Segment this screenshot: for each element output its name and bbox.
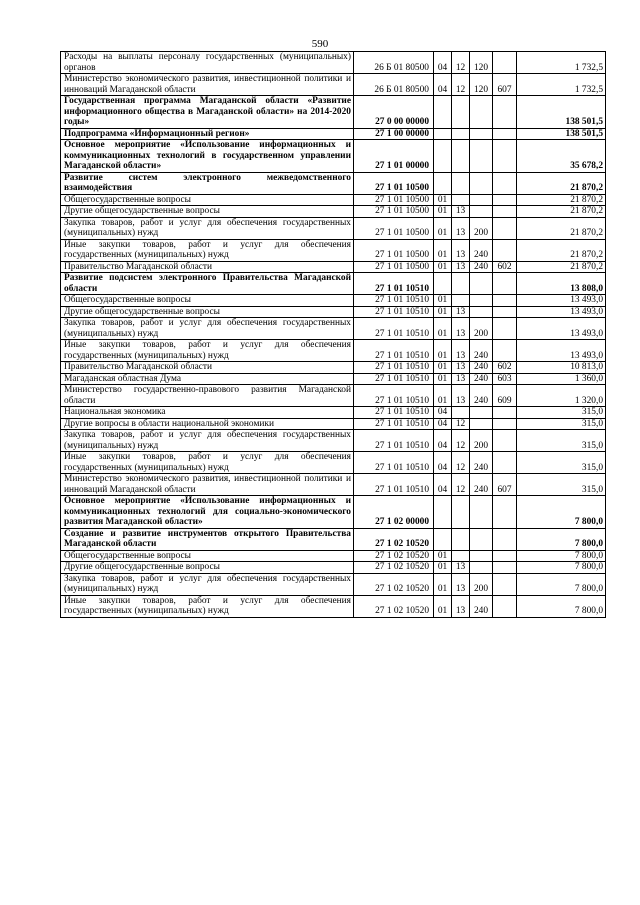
section-code-cell: 04: [434, 452, 452, 474]
section-code-cell: [434, 96, 452, 129]
table-row: [61, 128, 606, 140]
section-code-cell: 01: [434, 295, 452, 307]
amount-cell: 138 501,5: [517, 128, 606, 140]
subsection-code-cell: 12: [452, 52, 470, 74]
page-number: 590: [311, 38, 329, 50]
target-code-cell: 27 0 00 00000: [354, 96, 434, 129]
table-row: [61, 295, 606, 307]
expense-type-code-cell: [470, 172, 493, 194]
section-code-cell: 01: [434, 573, 452, 595]
department-code-cell: [493, 528, 517, 550]
target-code-cell: 27 1 01 10510: [354, 273, 434, 295]
amount-cell: 138 501,5: [517, 96, 606, 129]
section-code-cell: 01: [434, 385, 452, 407]
item-name-cell: Другие общегосударственные вопросы: [61, 306, 354, 318]
expense-type-code-cell: [470, 562, 493, 574]
department-code-cell: [493, 496, 517, 529]
department-code-cell: [493, 550, 517, 562]
amount-cell: 1 732,5: [517, 52, 606, 74]
item-name-cell: Иные закупки товаров, работ и услуг для обеспечения государственных (муниципальных) нужд: [61, 239, 354, 261]
item-name-cell: Расходы на выплаты персоналу государственных (муниципальных) органов: [61, 52, 354, 74]
section-code-cell: 01: [434, 306, 452, 318]
target-code-cell: 27 1 01 10510: [354, 306, 434, 318]
subsection-code-cell: 13: [452, 306, 470, 318]
subsection-code-cell: 13: [452, 340, 470, 362]
expense-type-code-cell: [470, 128, 493, 140]
subsection-code-cell: [452, 496, 470, 529]
target-code-cell: 27 1 01 10500: [354, 217, 434, 239]
expense-type-code-cell: [470, 96, 493, 129]
expense-type-code-cell: 120: [470, 52, 493, 74]
expense-type-code-cell: [470, 295, 493, 307]
section-code-cell: 04: [434, 74, 452, 96]
target-code-cell: 27 1 01 10510: [354, 418, 434, 430]
expense-type-code-cell: [470, 550, 493, 562]
department-code-cell: [493, 318, 517, 340]
department-code-cell: 607: [493, 474, 517, 496]
item-name-cell: Министерство экономического развития, инвестиционной политики и инноваций Магаданской области: [61, 74, 354, 96]
table-row: [61, 595, 606, 617]
section-code-cell: 01: [434, 194, 452, 206]
target-code-cell: 27 1 01 10510: [354, 430, 434, 452]
item-name-cell: Государственная программа Магаданской области «Развитие информационного общества в Магаданской области» на 2014-2020 годы»: [61, 96, 354, 129]
target-code-cell: 27 1 02 00000: [354, 496, 434, 529]
amount-cell: 13 493,0: [517, 318, 606, 340]
expense-type-code-cell: [470, 273, 493, 295]
section-code-cell: 04: [434, 407, 452, 419]
subsection-code-cell: [452, 140, 470, 173]
item-name-cell: Подпрограмма «Информационный регион»: [61, 128, 354, 140]
expense-type-code-cell: [470, 496, 493, 529]
expense-type-code-cell: [470, 194, 493, 206]
table-row: [61, 362, 606, 374]
subsection-code-cell: 13: [452, 318, 470, 340]
section-code-cell: 04: [434, 474, 452, 496]
subsection-code-cell: 12: [452, 74, 470, 96]
item-name-cell: Правительство Магаданской области: [61, 261, 354, 273]
section-code-cell: [434, 172, 452, 194]
department-code-cell: [493, 172, 517, 194]
expense-type-code-cell: 240: [470, 474, 493, 496]
item-name-cell: Другие общегосударственные вопросы: [61, 562, 354, 574]
item-name-cell: Закупка товаров, работ и услуг для обеспечения государственных (муниципальных) нужд: [61, 573, 354, 595]
department-code-cell: [493, 407, 517, 419]
expense-type-code-cell: 240: [470, 595, 493, 617]
subsection-code-cell: 13: [452, 362, 470, 374]
amount-cell: 21 870,2: [517, 239, 606, 261]
department-code-cell: [493, 452, 517, 474]
table-row: [61, 340, 606, 362]
subsection-code-cell: [452, 194, 470, 206]
section-code-cell: 01: [434, 595, 452, 617]
section-code-cell: [434, 496, 452, 529]
subsection-code-cell: [452, 96, 470, 129]
expense-type-code-cell: 200: [470, 318, 493, 340]
amount-cell: 13 808,0: [517, 273, 606, 295]
section-code-cell: 04: [434, 52, 452, 74]
subsection-code-cell: 12: [452, 418, 470, 430]
expense-type-code-cell: 200: [470, 217, 493, 239]
item-name-cell: Развитие систем электронного межведомственного взаимодействия: [61, 172, 354, 194]
item-name-cell: Общегосударственные вопросы: [61, 295, 354, 307]
section-code-cell: 04: [434, 418, 452, 430]
item-name-cell: Основное мероприятие «Использование информационных и коммуникационных технологий для социально-экономического развития Магаданской области»: [61, 496, 354, 529]
amount-cell: 7 800,0: [517, 496, 606, 529]
table-row: [61, 217, 606, 239]
item-name-cell: Министерство государственно-правового развития Магаданской области: [61, 385, 354, 407]
expense-type-code-cell: 240: [470, 373, 493, 385]
item-name-cell: Общегосударственные вопросы: [61, 550, 354, 562]
department-code-cell: [493, 52, 517, 74]
table-row: [61, 52, 606, 74]
item-name-cell: Иные закупки товаров, работ и услуг для обеспечения государственных (муниципальных) нужд: [61, 340, 354, 362]
department-code-cell: [493, 140, 517, 173]
amount-cell: 13 493,0: [517, 306, 606, 318]
item-name-cell: Закупка товаров, работ и услуг для обеспечения государственных (муниципальных) нужд: [61, 217, 354, 239]
target-code-cell: 27 1 01 10510: [354, 452, 434, 474]
expense-type-code-cell: 240: [470, 340, 493, 362]
expense-type-code-cell: [470, 418, 493, 430]
expense-type-code-cell: [470, 528, 493, 550]
item-name-cell: Основное мероприятие «Использование информационных и коммуникационных технологий в государственном управлении Магаданской области»: [61, 140, 354, 173]
expense-type-code-cell: [470, 140, 493, 173]
table-row: [61, 385, 606, 407]
amount-cell: 7 800,0: [517, 595, 606, 617]
subsection-code-cell: [452, 128, 470, 140]
table-row: [61, 273, 606, 295]
subsection-code-cell: [452, 172, 470, 194]
table-row: [61, 140, 606, 173]
amount-cell: 10 813,0: [517, 362, 606, 374]
section-code-cell: 01: [434, 318, 452, 340]
section-code-cell: 01: [434, 373, 452, 385]
section-code-cell: 01: [434, 340, 452, 362]
subsection-code-cell: 13: [452, 562, 470, 574]
target-code-cell: 27 1 01 10500: [354, 261, 434, 273]
target-code-cell: 27 1 02 10520: [354, 528, 434, 550]
amount-cell: 7 800,0: [517, 562, 606, 574]
expense-type-code-cell: [470, 407, 493, 419]
target-code-cell: 27 1 02 10520: [354, 573, 434, 595]
amount-cell: 21 870,2: [517, 261, 606, 273]
target-code-cell: 27 1 00 00000: [354, 128, 434, 140]
amount-cell: 13 493,0: [517, 295, 606, 307]
subsection-code-cell: 13: [452, 595, 470, 617]
budget-table: [60, 51, 606, 618]
table-row: [61, 528, 606, 550]
item-name-cell: Развитие подсистем электронного Правительства Магаданской области: [61, 273, 354, 295]
department-code-cell: [493, 340, 517, 362]
department-code-cell: [493, 418, 517, 430]
table-row: [61, 562, 606, 574]
table-row: [61, 74, 606, 96]
item-name-cell: Иные закупки товаров, работ и услуг для обеспечения государственных (муниципальных) нужд: [61, 595, 354, 617]
item-name-cell: Национальная экономика: [61, 407, 354, 419]
item-name-cell: Иные закупки товаров, работ и услуг для обеспечения государственных (муниципальных) нужд: [61, 452, 354, 474]
section-code-cell: 01: [434, 239, 452, 261]
table-row: [61, 550, 606, 562]
target-code-cell: 27 1 01 10510: [354, 385, 434, 407]
expense-type-code-cell: [470, 306, 493, 318]
amount-cell: 7 800,0: [517, 573, 606, 595]
target-code-cell: 26 Б 01 80500: [354, 74, 434, 96]
table-row: [61, 407, 606, 419]
department-code-cell: [493, 562, 517, 574]
table-row: [61, 474, 606, 496]
item-name-cell: Закупка товаров, работ и услуг для обеспечения государственных (муниципальных) нужд: [61, 430, 354, 452]
subsection-code-cell: 12: [452, 430, 470, 452]
amount-cell: 315,0: [517, 430, 606, 452]
item-name-cell: Министерство экономического развития, инвестиционной политики и инноваций Магаданской области: [61, 474, 354, 496]
expense-type-code-cell: [470, 206, 493, 218]
subsection-code-cell: 13: [452, 217, 470, 239]
table-row: [61, 573, 606, 595]
target-code-cell: 27 1 01 10510: [354, 295, 434, 307]
target-code-cell: 27 1 01 10510: [354, 340, 434, 362]
target-code-cell: 27 1 01 00000: [354, 140, 434, 173]
amount-cell: 7 800,0: [517, 550, 606, 562]
expense-type-code-cell: 120: [470, 74, 493, 96]
section-code-cell: 01: [434, 217, 452, 239]
subsection-code-cell: [452, 550, 470, 562]
expense-type-code-cell: 200: [470, 573, 493, 595]
item-name-cell: Общегосударственные вопросы: [61, 194, 354, 206]
item-name-cell: Другие вопросы в области национальной экономики: [61, 418, 354, 430]
section-code-cell: 04: [434, 430, 452, 452]
department-code-cell: [493, 306, 517, 318]
department-code-cell: [493, 128, 517, 140]
table-row: [61, 496, 606, 529]
table-row: [61, 418, 606, 430]
item-name-cell: Магаданская областная Дума: [61, 373, 354, 385]
item-name-cell: Правительство Магаданской области: [61, 362, 354, 374]
amount-cell: 315,0: [517, 418, 606, 430]
section-code-cell: 01: [434, 550, 452, 562]
amount-cell: 315,0: [517, 452, 606, 474]
amount-cell: 21 870,2: [517, 206, 606, 218]
target-code-cell: 27 1 01 10500: [354, 194, 434, 206]
department-code-cell: [493, 96, 517, 129]
subsection-code-cell: 13: [452, 261, 470, 273]
subsection-code-cell: 12: [452, 474, 470, 496]
amount-cell: 21 870,2: [517, 172, 606, 194]
amount-cell: 315,0: [517, 407, 606, 419]
subsection-code-cell: 13: [452, 206, 470, 218]
subsection-code-cell: 12: [452, 452, 470, 474]
table-row: [61, 239, 606, 261]
expense-type-code-cell: 240: [470, 239, 493, 261]
item-name-cell: Закупка товаров, работ и услуг для обеспечения государственных (муниципальных) нужд: [61, 318, 354, 340]
target-code-cell: 27 1 01 10510: [354, 474, 434, 496]
section-code-cell: 01: [434, 362, 452, 374]
subsection-code-cell: 13: [452, 573, 470, 595]
budget-table-body: [61, 52, 606, 618]
table-row: [61, 452, 606, 474]
target-code-cell: 27 1 01 10510: [354, 407, 434, 419]
department-code-cell: 602: [493, 261, 517, 273]
item-name-cell: Другие общегосударственные вопросы: [61, 206, 354, 218]
table-row: [61, 261, 606, 273]
section-code-cell: [434, 273, 452, 295]
table-row: [61, 318, 606, 340]
amount-cell: 1 732,5: [517, 74, 606, 96]
amount-cell: 1 320,0: [517, 385, 606, 407]
target-code-cell: 27 1 02 10520: [354, 550, 434, 562]
department-code-cell: 609: [493, 385, 517, 407]
table-row: [61, 430, 606, 452]
department-code-cell: [493, 295, 517, 307]
amount-cell: 1 360,0: [517, 373, 606, 385]
target-code-cell: 27 1 01 10500: [354, 172, 434, 194]
expense-type-code-cell: 240: [470, 362, 493, 374]
amount-cell: 21 870,2: [517, 194, 606, 206]
table-row: [61, 172, 606, 194]
table-row: [61, 206, 606, 218]
department-code-cell: [493, 273, 517, 295]
section-code-cell: 01: [434, 562, 452, 574]
section-code-cell: 01: [434, 261, 452, 273]
item-name-cell: Создание и развитие инструментов открытого Правительства Магаданской области: [61, 528, 354, 550]
target-code-cell: 27 1 01 10510: [354, 362, 434, 374]
expense-type-code-cell: 200: [470, 430, 493, 452]
department-code-cell: [493, 206, 517, 218]
department-code-cell: 603: [493, 373, 517, 385]
table-row: [61, 194, 606, 206]
department-code-cell: [493, 239, 517, 261]
department-code-cell: [493, 430, 517, 452]
subsection-code-cell: 13: [452, 385, 470, 407]
department-code-cell: [493, 217, 517, 239]
expense-type-code-cell: 240: [470, 261, 493, 273]
amount-cell: 315,0: [517, 474, 606, 496]
target-code-cell: 26 Б 01 80500: [354, 52, 434, 74]
department-code-cell: [493, 194, 517, 206]
section-code-cell: [434, 528, 452, 550]
section-code-cell: [434, 128, 452, 140]
subsection-code-cell: [452, 273, 470, 295]
target-code-cell: 27 1 01 10510: [354, 373, 434, 385]
expense-type-code-cell: 240: [470, 385, 493, 407]
table-row: [61, 373, 606, 385]
subsection-code-cell: 13: [452, 239, 470, 261]
table-row: [61, 306, 606, 318]
amount-cell: 7 800,0: [517, 528, 606, 550]
subsection-code-cell: [452, 528, 470, 550]
section-code-cell: 01: [434, 206, 452, 218]
department-code-cell: 607: [493, 74, 517, 96]
amount-cell: 13 493,0: [517, 340, 606, 362]
target-code-cell: 27 1 02 10520: [354, 595, 434, 617]
subsection-code-cell: [452, 407, 470, 419]
expense-type-code-cell: 240: [470, 452, 493, 474]
target-code-cell: 27 1 01 10510: [354, 318, 434, 340]
target-code-cell: 27 1 02 10520: [354, 562, 434, 574]
department-code-cell: 602: [493, 362, 517, 374]
amount-cell: 21 870,2: [517, 217, 606, 239]
department-code-cell: [493, 573, 517, 595]
table-row: [61, 96, 606, 129]
section-code-cell: [434, 140, 452, 173]
subsection-code-cell: 13: [452, 373, 470, 385]
department-code-cell: [493, 595, 517, 617]
target-code-cell: 27 1 01 10500: [354, 206, 434, 218]
amount-cell: 35 678,2: [517, 140, 606, 173]
target-code-cell: 27 1 01 10500: [354, 239, 434, 261]
subsection-code-cell: [452, 295, 470, 307]
